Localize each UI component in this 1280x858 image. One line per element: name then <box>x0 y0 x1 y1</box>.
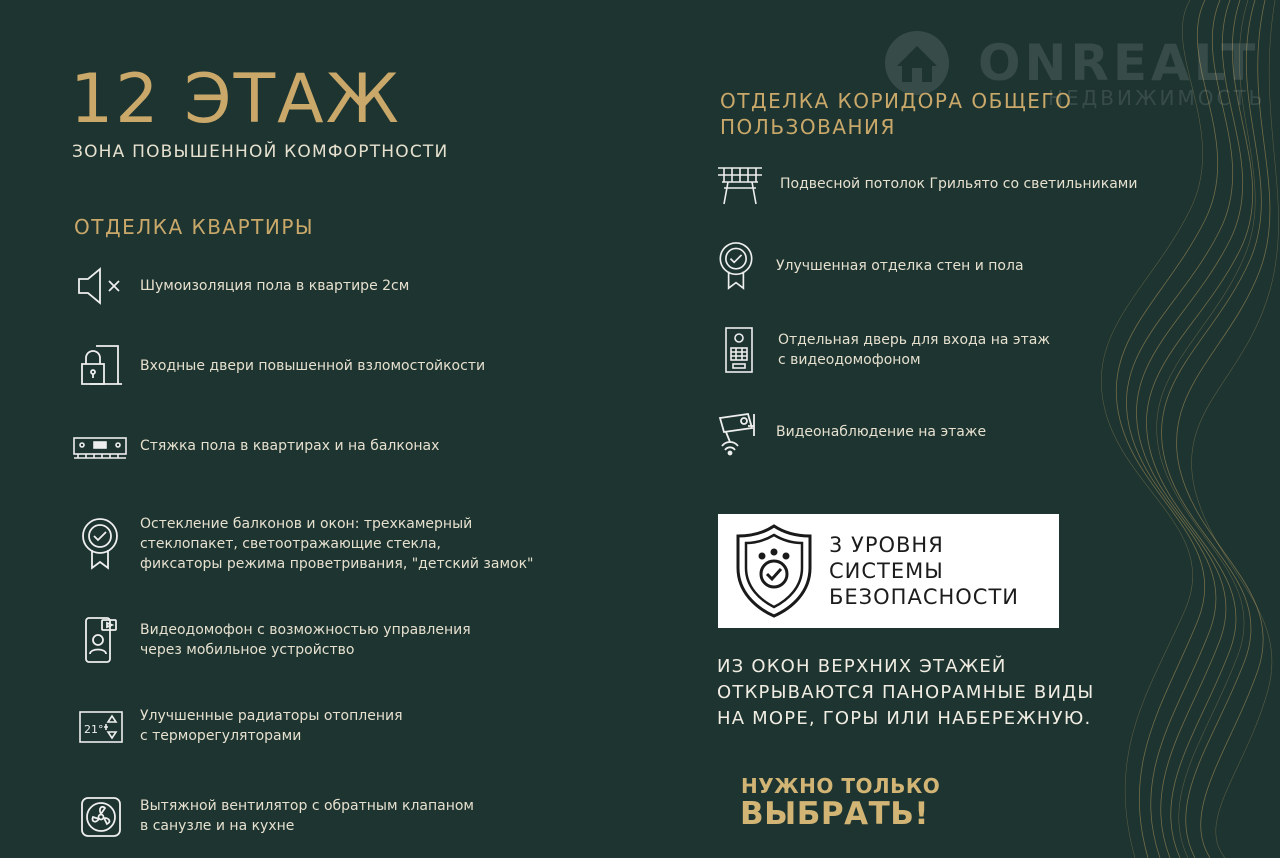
corridor-item <box>712 156 1137 212</box>
door-lock-icon <box>72 338 128 394</box>
security-box <box>718 514 1059 628</box>
quality-badge-icon <box>708 238 764 294</box>
apartment-item-text: Входные двери повышенной взломостойкости <box>140 358 486 374</box>
apartment-item-text: Вытяжной вентилятор с обратным клапаном в санузле и на кухне <box>140 798 474 834</box>
apartment-item-text: Улучшенные радиаторы отопления с терморегуляторами <box>140 708 403 744</box>
thermostat-icon <box>72 698 128 754</box>
apartment-item <box>72 698 403 754</box>
corridor-item-text: Отдельная дверь для входа на этаж с видеодомофоном <box>778 332 1050 368</box>
apartment-item <box>72 258 409 314</box>
corridor-item-text: Улучшенная отделка стен и пола <box>776 258 1024 274</box>
decorative-waves <box>1080 0 1280 858</box>
apartment-item-text: Остекление балконов и окон: трехкамерный стеклопакет, светоотражающие стекла, фиксаторы режима проветривания, "детский замок" <box>140 516 534 572</box>
apartment-item <box>72 418 439 474</box>
intercom-panel-icon <box>710 322 766 378</box>
svg-text:21°: 21° <box>84 723 104 736</box>
cta-small-text: НУЖНО ТОЛЬКО <box>741 774 941 798</box>
brand-tagline: НЕДВИЖИМОСТЬ <box>1048 86 1266 110</box>
cctv-camera-icon <box>708 404 764 460</box>
brand-name: ONREALT <box>978 34 1260 92</box>
video-intercom-phone-icon <box>72 612 128 668</box>
apartment-item-text: Видеодомофон с возможностью управления через мобильное устройство <box>140 622 471 658</box>
apartment-item <box>72 338 485 394</box>
quality-badge-icon <box>72 516 128 572</box>
apartment-item <box>72 514 533 574</box>
corridor-item <box>708 404 986 460</box>
corridor-item <box>708 238 1024 294</box>
apartment-heading: ОТДЕЛКА КВАРТИРЫ <box>74 215 315 239</box>
corridor-item <box>710 322 1050 378</box>
cta-big-text: ВЫБРАТЬ! <box>740 796 930 832</box>
mute-speaker-icon <box>72 258 128 314</box>
level-ruler-icon <box>72 418 128 474</box>
apartment-item-text: Шумоизоляция пола в квартире 2см <box>140 278 410 294</box>
corridor-item-text: Подвесной потолок Грильято со светильниками <box>780 176 1138 192</box>
page-subtitle: ЗОНА ПОВЫШЕННОЙ КОМФОРТНОСТИ <box>72 142 449 162</box>
corridor-item-text: Видеонаблюдение на этаже <box>776 424 987 440</box>
apartment-item <box>72 788 474 844</box>
page-title: 12 ЭТАЖ <box>70 60 401 139</box>
corridor-heading: ОТДЕЛКА КОРИДОРА ОБЩЕГО ПОЛЬЗОВАНИЯ <box>720 89 1073 139</box>
apartment-item <box>72 612 471 668</box>
shield-check-icon <box>734 522 814 620</box>
apartment-item-text: Стяжка пола в квартирах и на балконах <box>140 438 440 454</box>
panorama-text: ИЗ ОКОН ВЕРХНИХ ЭТАЖЕЙ ОТКРЫВАЮТСЯ ПАНОРАМНЫЕ ВИДЫ НА МОРЕ, ГОРЫ ИЛИ НАБЕРЕЖНУЮ. <box>717 656 1095 729</box>
security-text: 3 УРОВНЯ СИСТЕМЫ БЕЗОПАСНОСТИ <box>829 533 1020 609</box>
exhaust-fan-icon <box>72 788 128 844</box>
grid-ceiling-lamp-icon <box>712 156 768 212</box>
